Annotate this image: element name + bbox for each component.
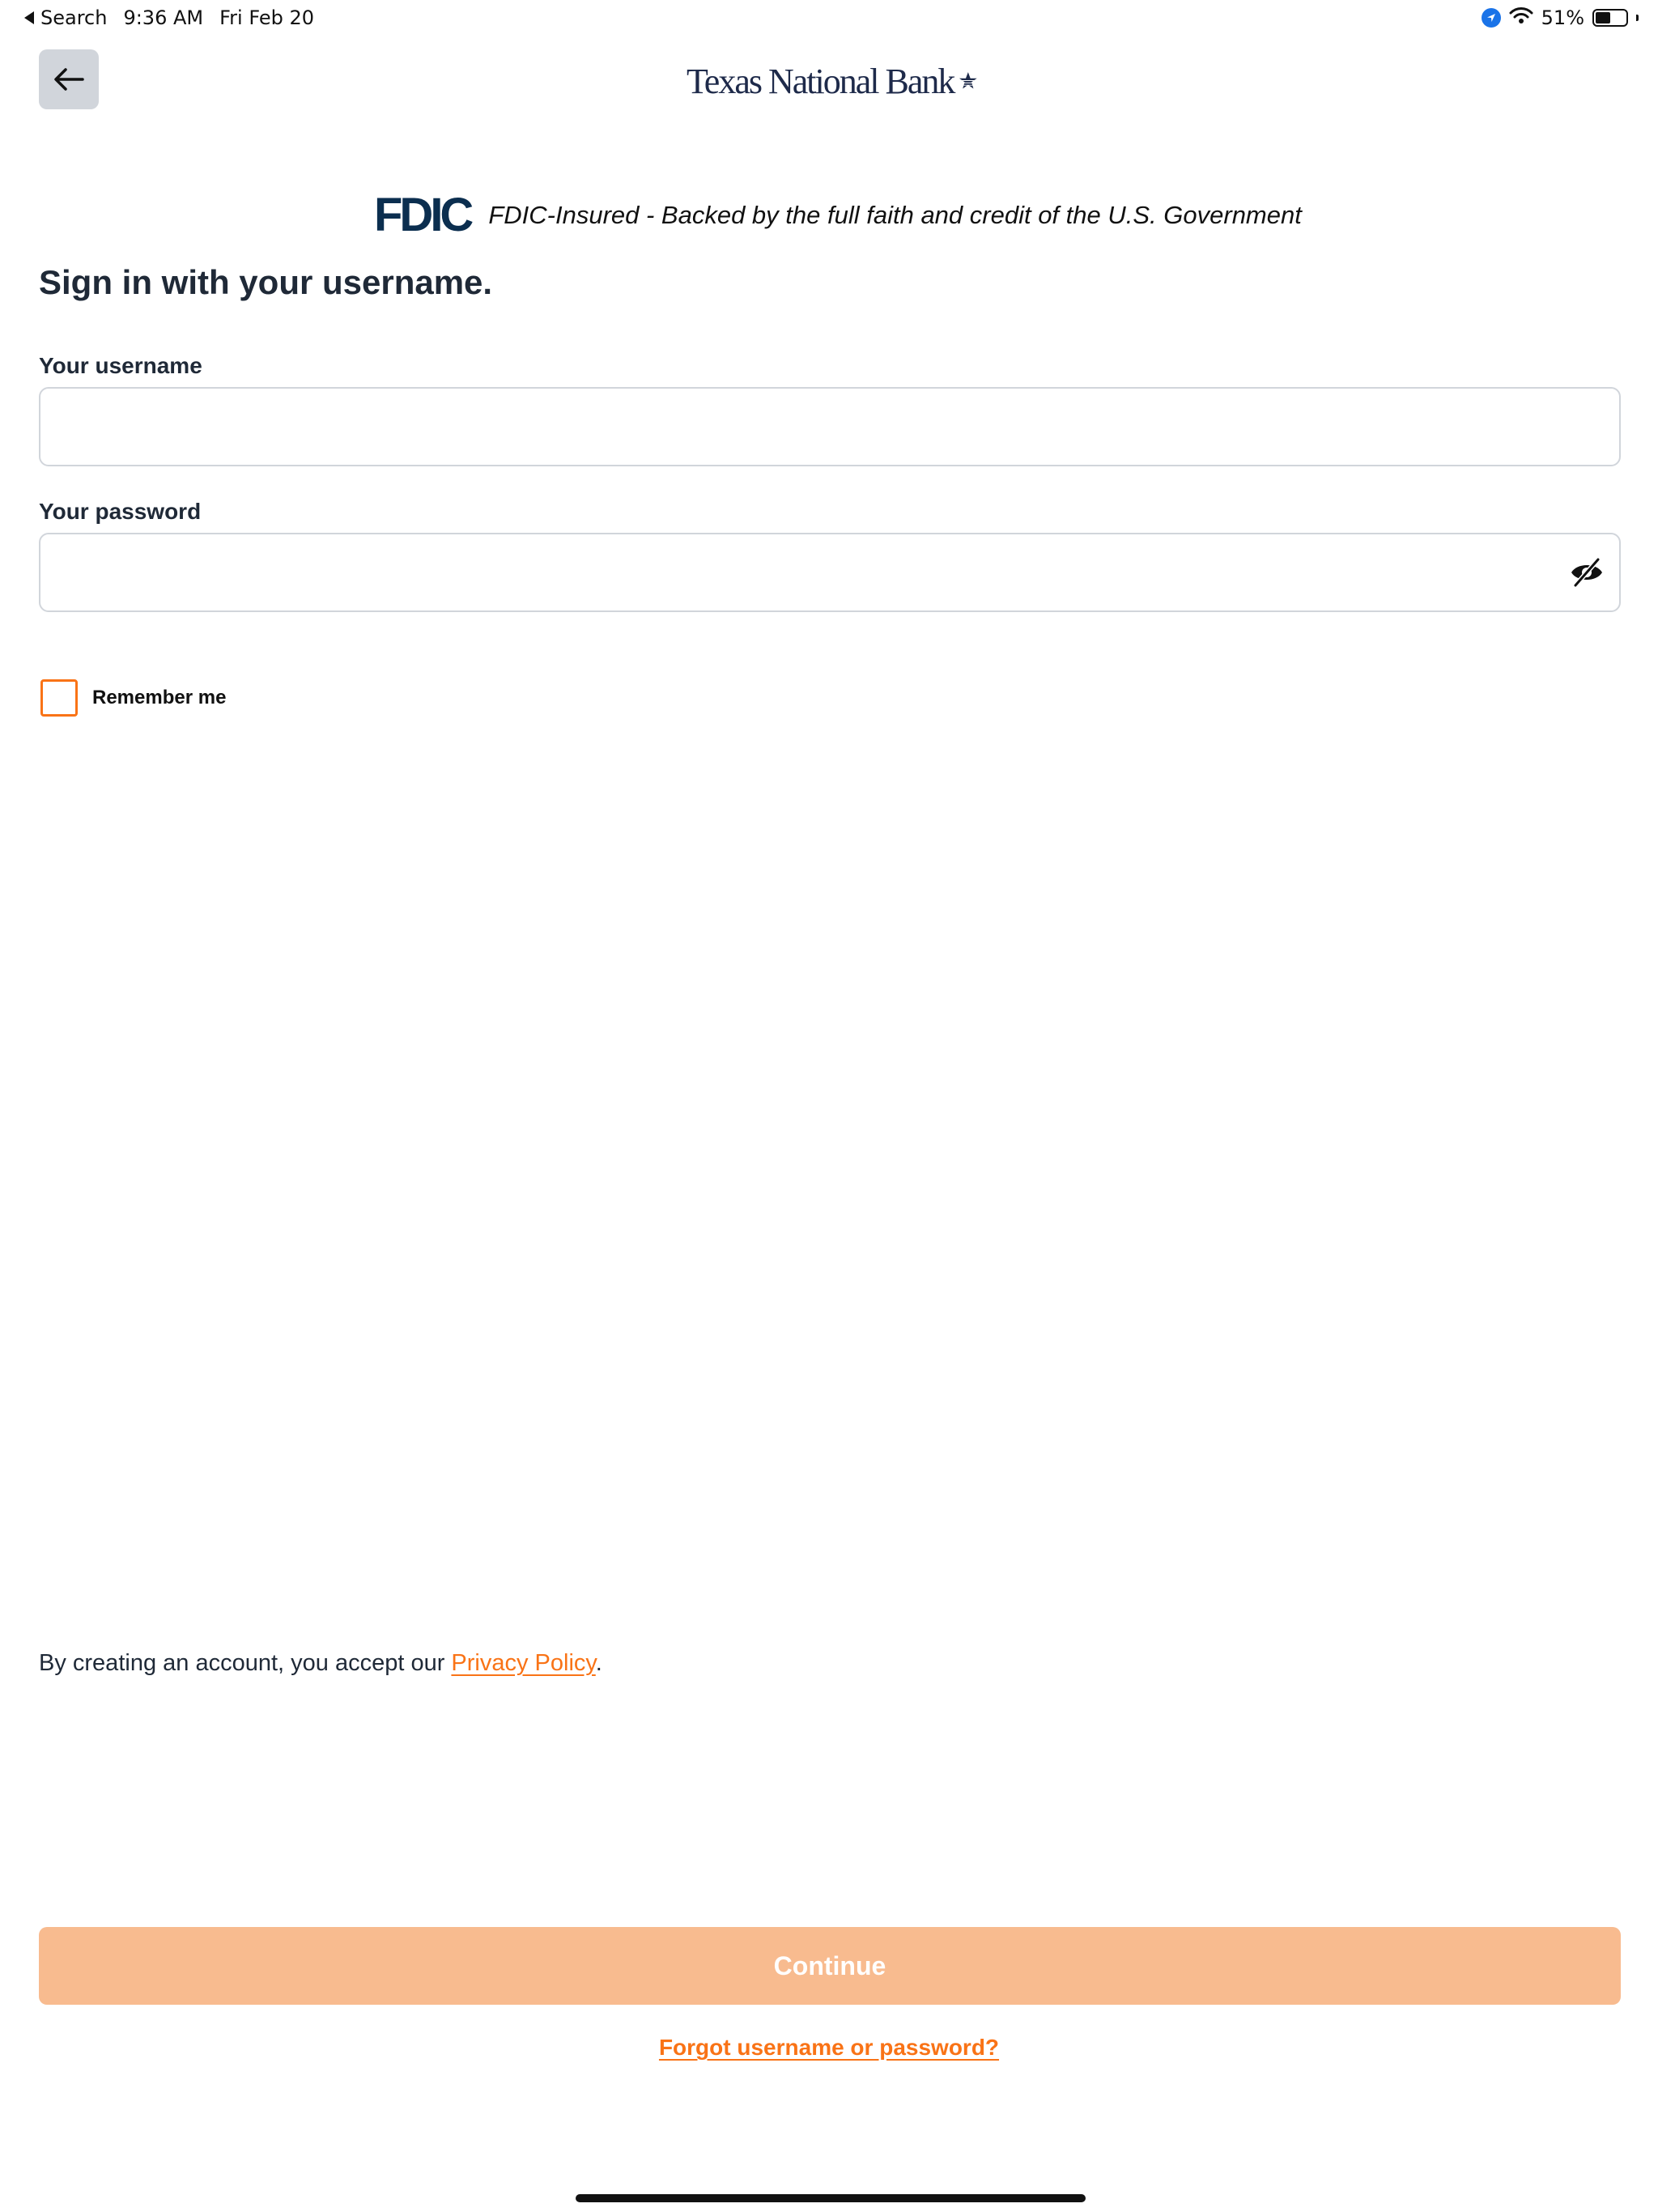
fdic-text: FDIC-Insured - Backed by the full faith and credit of the U.S. Government — [488, 201, 1302, 229]
remember-me-label: Remember me — [92, 687, 227, 708]
username-input[interactable] — [39, 387, 1621, 466]
status-back-to-app[interactable] — [24, 6, 107, 29]
battery-fill — [1596, 12, 1610, 23]
password-input[interactable] — [39, 533, 1621, 612]
consent-suffix: . — [595, 1650, 602, 1676]
fdic-logo: FDIC — [374, 189, 471, 241]
eye-slash-icon — [1569, 556, 1605, 589]
password-visibility-toggle[interactable] — [1567, 553, 1606, 592]
privacy-policy-link[interactable]: Privacy Policy — [451, 1650, 596, 1676]
back-button[interactable] — [39, 49, 99, 109]
home-indicator[interactable] — [576, 2194, 1086, 2202]
status-bar — [0, 0, 1658, 39]
status-time: 9:36 AM — [123, 6, 204, 29]
fdic-banner — [374, 191, 1329, 240]
username-label: Your username — [39, 353, 202, 378]
bank-logo — [687, 55, 978, 107]
password-label: Your password — [39, 499, 202, 524]
battery-icon — [1592, 9, 1628, 27]
arrow-left-icon — [53, 67, 84, 91]
wifi-icon — [1509, 6, 1533, 29]
continue-button[interactable]: Continue — [39, 1927, 1621, 2005]
consent-prefix: By creating an account, you accept our — [39, 1650, 452, 1676]
forgot-credentials-row — [0, 2035, 1658, 2061]
forgot-credentials-link[interactable]: Forgot username or password? — [658, 2035, 1000, 2060]
remember-me-checkbox[interactable] — [40, 679, 78, 717]
status-date: Fri Feb 20 — [219, 6, 314, 29]
bank-logo-text: Texas National Bank — [687, 61, 954, 101]
privacy-consent-text — [39, 1650, 602, 1677]
star-icon — [959, 61, 978, 101]
page-title: Sign in with your username. — [39, 263, 493, 301]
back-triangle-icon — [24, 11, 34, 24]
location-icon — [1482, 8, 1501, 28]
battery-percent: 51% — [1541, 6, 1584, 29]
status-back-label: Search — [40, 6, 108, 29]
battery-nub — [1636, 15, 1639, 21]
